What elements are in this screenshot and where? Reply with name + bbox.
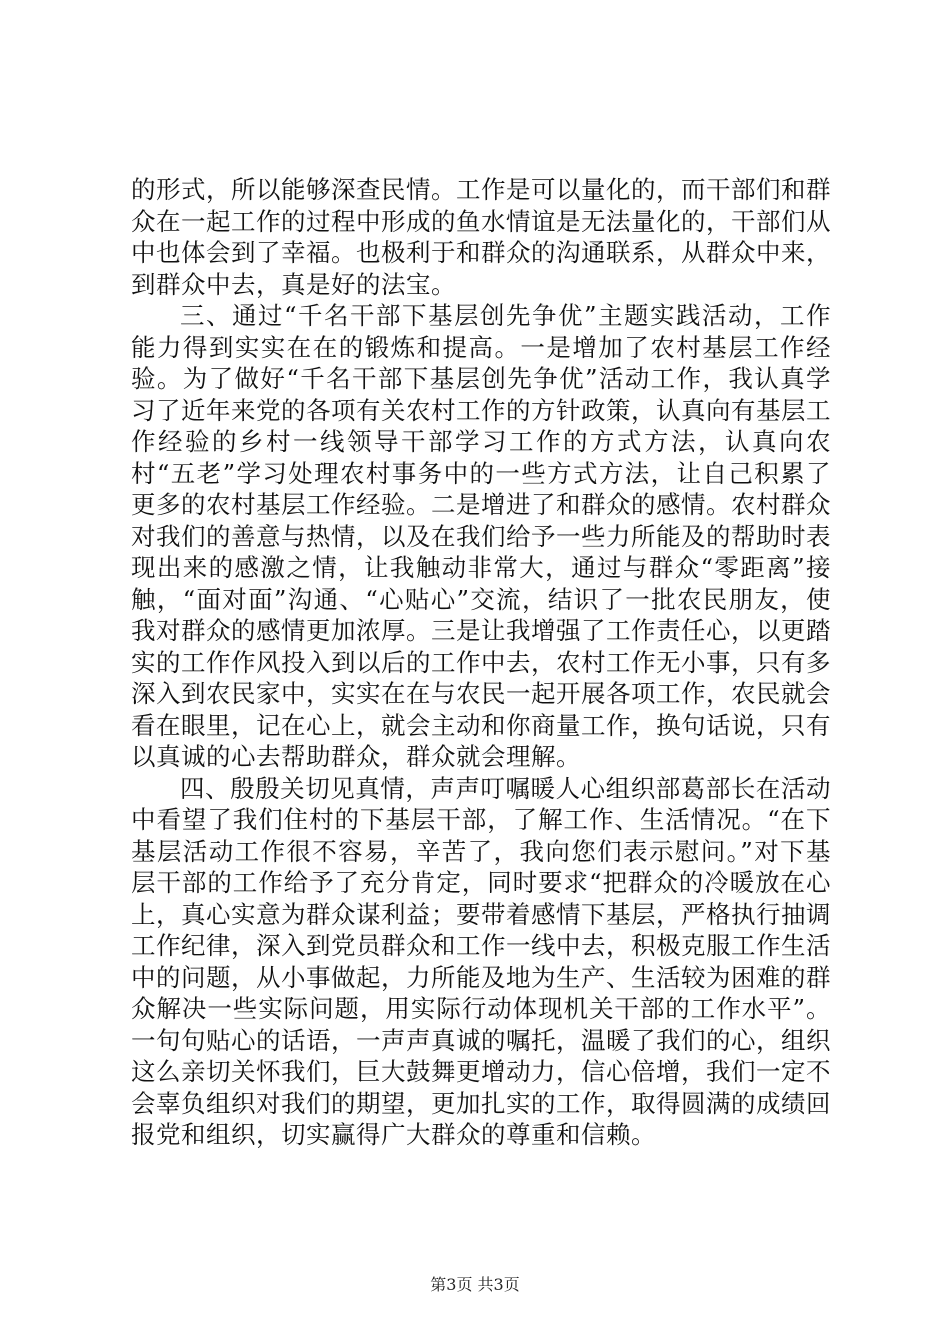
paragraph-2: 三、通过“千名干部下基层创先争优”主题实践活动，工作能力得到实实在在的锻炼和提高。一是增加了农村基层工作经验。为了做好“千名干部下基层创先争优”活动工作，我认真学习了近年来党的各项有关农村工作的方针政策，认真向有基层工作经验的乡村一线领导干部学习工作的方式方法，认真向农村“五老”学习处理农村事务中的一些方式方法，让自己积累了更多的农村基层工作经验。二是增进了和群众的感情。农村群众对我们的善意与热情，以及在我们给予一些力所能及的帮助时表现出来的感激之情，让我触动非常大，通过与群众“零距离”接触，“面对面”沟通、“心贴心”交流，结识了一批农民朋友，使我对群众的感情更加浓厚。三是让我增强了工作责任心，以更踏实的工作作风投入到以后的工作中去，农村工作无小事，只有多深入到农民家中，实实在在与农民一起开展各项工作，农民就会看在眼里，记在心上，就会主动和你商量工作，换句话说，只有以真诚的心去帮助群众，群众就会理解。 (131, 301, 831, 771)
paragraph-1: 的形式，所以能够深查民情。工作是可以量化的，而干部们和群众在一起工作的过程中形成的鱼水情谊是无法量化的，干部们从中也体会到了幸福。也极利于和群众的沟通联系，从群众中来，到群众中去，真是好的法宝。 (131, 175, 831, 299)
page-footer (0, 1275, 950, 1295)
page-number-label: 第3页 共3页 (430, 1275, 520, 1294)
paragraph-3: 四、殷殷关切见真情，声声叮嘱暖人心组织部葛部长在活动中看望了我们住村的下基层干部，了解工作、生活情况。“在下基层活动工作很不容易，辛苦了，我向您们表示慰问。”对下基层干部的工作给予了充分肯定，同时要求“把群众的冷暖放在心上，真心实意为群众谋利益；要带着感情下基层，严格执行抽调工作纪律，深入到党员群众和工作一线中去，积极克服工作生活中的问题，从小事做起，力所能及地为生产、生活较为困难的群众解决一些实际问题，用实际行动体现机关干部的工作水平”。一句句贴心的话语，一声声真诚的嘱托，温暖了我们的心，组织这么亲切关怀我们，巨大鼓舞更增动力，信心倍增，我们一定不会辜负组织对我们的期望，更加扎实的工作，取得圆满的成绩回报党和组织，切实赢得广大群众的尊重和信赖。 (131, 773, 831, 1149)
document-body (131, 174, 831, 1151)
